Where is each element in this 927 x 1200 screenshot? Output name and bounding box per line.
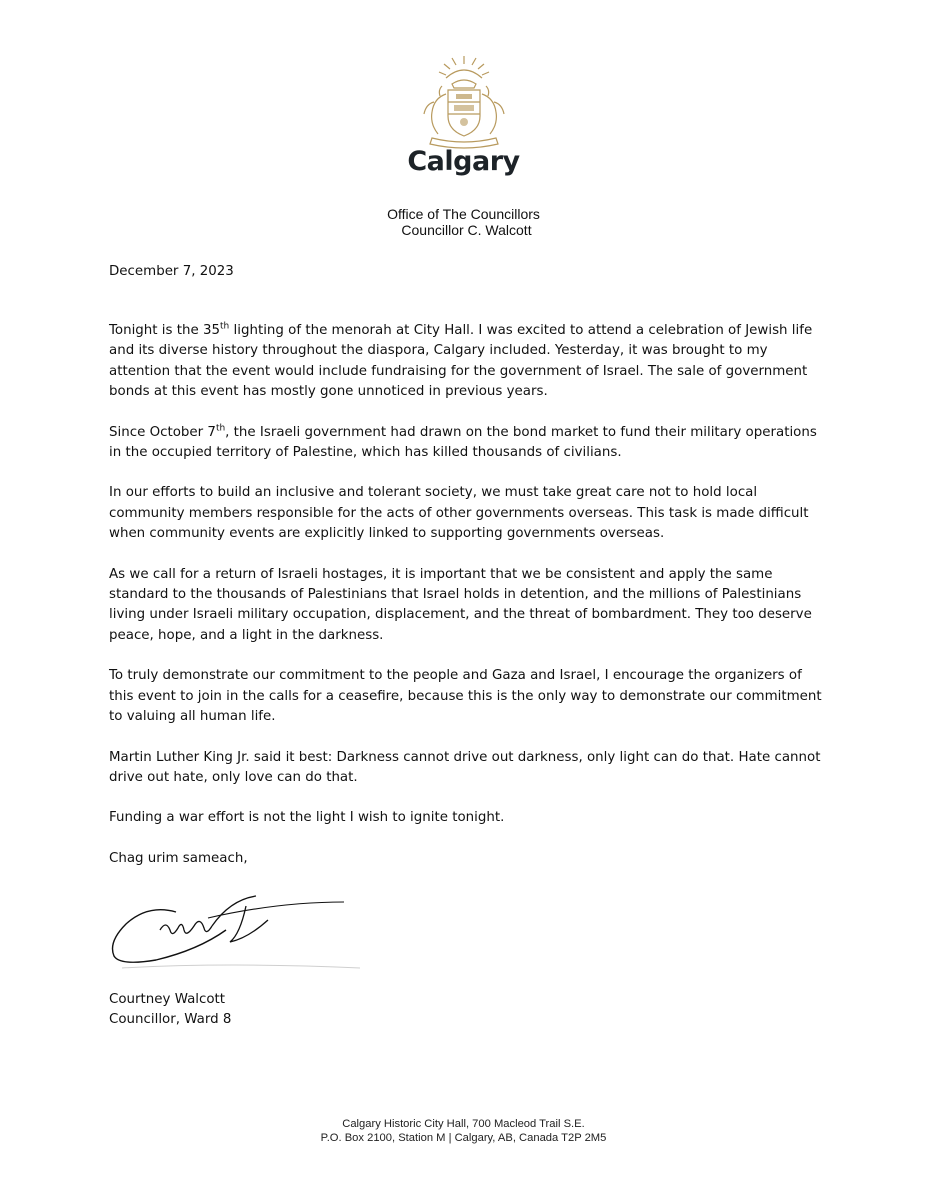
office-heading <box>0 206 927 238</box>
signer-block <box>109 990 231 1031</box>
paragraph-2 <box>109 423 824 464</box>
signer-title: Councillor, Ward 8 <box>109 1012 232 1028</box>
paragraph-5: To truly demonstrate our commitment to the people and Gaza and Israel, I encourage the organizers of this event to join in the calls for a ceasefire, because this is the only way to demonstrate our commitment to valuing all human life. <box>109 668 822 725</box>
closing-salutation: Chag urim sameach, <box>109 850 248 866</box>
ordinal-suffix: th <box>220 321 230 332</box>
calgary-wordmark: Calgary <box>407 146 520 177</box>
paragraph-1-rest: lighting of the menorah at City Hall. I was excited to attend a celebration of Jewish life and its diverse history throughout the diaspora, Calgary included. Yesterday, it was brought to my attention that the event would include fundraising for the government of Israel. The sale of government bonds at this event has mostly gone unnoticed in previous years. <box>109 323 813 400</box>
footer-line-1: Calgary Historic City Hall, 700 Macleod Trail S.E. <box>342 1118 585 1130</box>
paragraph-2-rest: , the Israeli government had drawn on the bond market to fund their military operations in the occupied territory of Palestine, which has killed thousands of civilians. <box>109 424 817 461</box>
footer-line-2: P.O. Box 2100, Station M | Calgary, AB, Canada T2P 2M5 <box>320 1132 607 1144</box>
footer-address <box>0 1117 927 1145</box>
city-crest-logo <box>412 54 516 154</box>
paragraph-2-start: Since October 7 <box>109 424 216 440</box>
paragraph-4: As we call for a return of Israeli hostages, it is important that we be consistent and apply the same standard to the thousands of Palestinians that Israel holds in detention, and the millions of Palestinians living under Israeli military occupation, displacement, and the threat of bombardment. They too deserve peace, hope, and a light in the darkness. <box>109 566 812 643</box>
paragraph-1-start: Tonight is the 35 <box>109 323 221 338</box>
letter-body <box>109 262 824 869</box>
signer-name: Courtney Walcott <box>109 992 226 1007</box>
handwritten-signature <box>108 890 368 970</box>
councillor-title: Councillor C. Walcott <box>401 222 532 238</box>
letter-date: December 7, 2023 <box>109 264 234 279</box>
office-title: Office of The Councillors <box>387 206 540 222</box>
paragraph-7: Funding a war effort is not the light I wish to ignite tonight. <box>109 810 505 826</box>
ordinal-suffix: th <box>215 423 226 434</box>
paragraph-3: In our efforts to build an inclusive and tolerant society, we must take great care not to hold local community members responsible for the acts of other governments overseas. This task is made difficult when community events are explicitly linked to supporting governments overseas. <box>109 485 809 542</box>
paragraph-1 <box>109 321 824 403</box>
paragraph-6: Martin Luther King Jr. said it best: Darkness cannot drive out darkness, only light can do that. Hate cannot drive out hate, only love can do that. <box>109 749 821 785</box>
